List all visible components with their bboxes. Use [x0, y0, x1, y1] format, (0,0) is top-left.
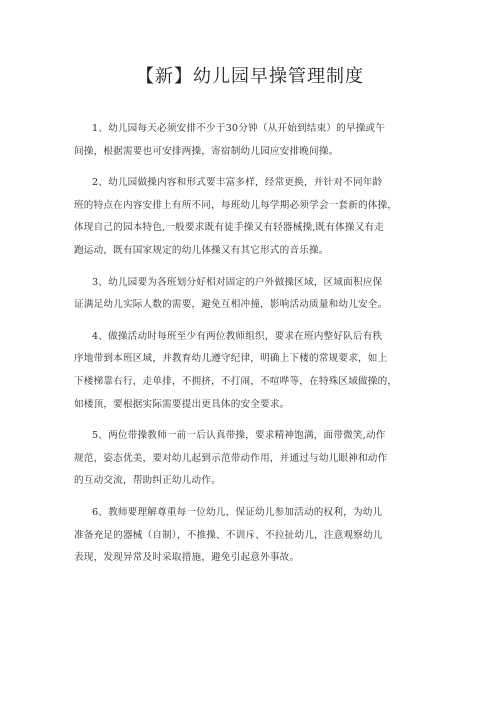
paragraph-line: 证满足幼儿实际人数的需要，避免互相冲撞，影响活动质量和幼儿安全。 [74, 299, 388, 311]
paragraph-line: 的互动交流，帮助纠正幼儿动作。 [74, 475, 221, 487]
paragraph-line: 5、两位带操教师一前一后认真带操，要求精神饱满，面带微笑,动作 [92, 430, 386, 442]
paragraph-line: 如楼顶，要根据实际需要提出更具体的安全要求。 [74, 398, 290, 410]
paragraph-line: 准备充足的器械（自制），不推操、不训斥、不拉扯幼儿，注意观察幼儿 [74, 529, 383, 541]
paragraph-line: 6、教师要理解尊重每一位幼儿，保证幼儿参加活动的权利，为幼儿 [92, 506, 383, 518]
paragraph-line: 班的特点在内容安排上有所不同，每班幼儿每学期必须学会一套新的体操， [74, 199, 398, 211]
paragraph-line: 下楼梯靠右行，走单排，不拥挤，不打闹，不喧哗等，在特殊区域做操的， [74, 375, 398, 387]
paragraph-line: 规范，姿态优美，要对幼儿起到示范带动作用，并通过与幼儿眼神和动作 [74, 452, 388, 464]
paragraph-line: 序地带到本班区域，并教育幼儿遵守纪律，明确上下楼的常规要求，如上 [74, 353, 388, 365]
paragraph-3 [74, 272, 434, 317]
paragraph-line: 跑运动，既有国家规定的幼儿体操又有其它形式的音乐操。 [74, 244, 329, 256]
paragraph-line: 1、幼儿园每天必须安排不少于30分钟（从开始到结束）的早操或午 [92, 123, 386, 134]
paragraph-2 [74, 172, 434, 262]
paragraph-line: 3、幼儿园要为各班划分好相对固定的户外做操区域，区域面积应保 [92, 276, 383, 288]
document-body [74, 118, 434, 579]
paragraph-line: 间操，根据需要也可安排两操，寄宿制幼儿园应安排晚间操。 [74, 145, 339, 157]
paragraph-5 [74, 425, 434, 493]
paragraph-6 [74, 502, 434, 570]
paragraph-1 [74, 118, 434, 163]
paragraph-line: 2、幼儿园做操内容和形式要丰富多样，经常更换，并针对不同年龄 [92, 177, 383, 189]
document-title: 【新】幼儿园早操管理制度 [136, 66, 364, 87]
paragraph-line: 体现自己的园本特色,一般要求既有徒手操又有轻器械操,既有体操又有走 [74, 222, 385, 234]
paragraph-4 [74, 326, 434, 416]
paragraph-line: 4、做操活动时每班至少有两位教师组织，要求在班内整好队后有秩 [92, 330, 383, 342]
paragraph-line: 表现，发现异常及时采取措施，避免引起意外事故。 [74, 552, 300, 564]
